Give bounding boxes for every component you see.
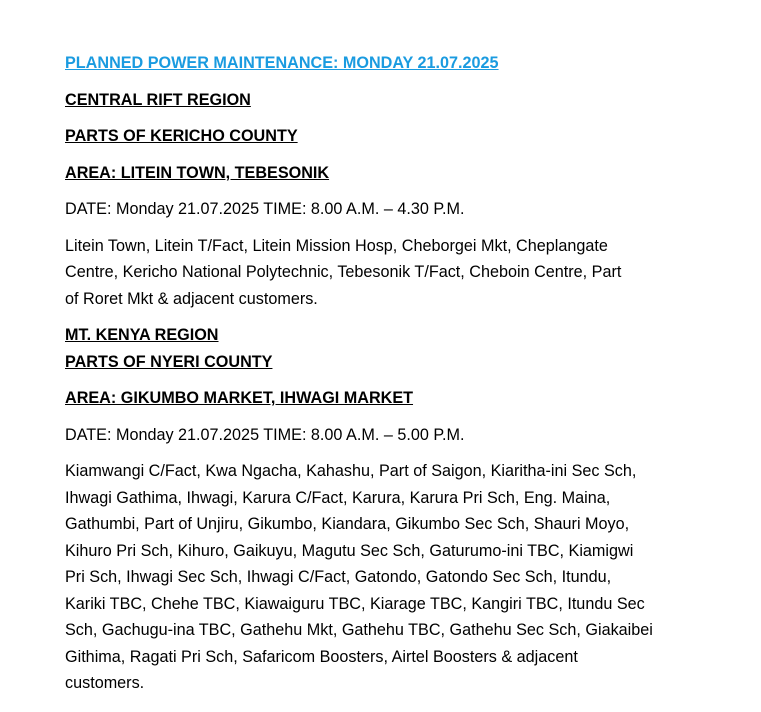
county-heading: PARTS OF KERICHO COUNTY	[65, 127, 298, 145]
maintenance-heading-link[interactable]: PLANNED POWER MAINTENANCE: MONDAY 21.07.2025	[65, 54, 499, 72]
date-time-text: DATE: Monday 21.07.2025 TIME: 8.00 A.M. – 5.00 P.M.	[65, 425, 465, 444]
affected-places-line: Gathumbi, Part of Unjiru, Gikumbo, Kiandara, Gikumbo Sec Sch, Shauri Moyo,	[65, 515, 630, 533]
area-heading: AREA: LITEIN TOWN, TEBESONIK	[65, 163, 330, 182]
affected-places-paragraph	[65, 458, 675, 697]
region-heading: MT. KENYA REGION	[65, 326, 219, 344]
affected-places-line: Litein Town, Litein T/Fact, Litein Mission Hosp, Cheborgei Mkt, Cheplangate	[65, 236, 608, 255]
county-heading: PARTS OF NYERI COUNTY	[65, 352, 273, 371]
affected-places-line: Centre, Kericho National Polytechnic, Tebesonik T/Fact, Cheboin Centre, Part	[65, 263, 622, 281]
affected-places-line: Githima, Ragati Pri Sch, Safaricom Boosters, Airtel Boosters & adjacent	[65, 647, 578, 666]
affected-places-line: Kihuro Pri Sch, Kihuro, Gaikuyu, Magutu Sec Sch, Gaturumo-ini TBC, Kiamigwi	[65, 541, 634, 560]
date-time-text: DATE: Monday 21.07.2025 TIME: 8.00 A.M. – 4.30 P.M.	[65, 200, 465, 218]
affected-places-line: Pri Sch, Ihwagi Sec Sch, Ihwagi C/Fact, Gatondo, Gatondo Sec Sch, Itundu,	[65, 568, 612, 586]
affected-places-line: Ihwagi Gathima, Ihwagi, Karura C/Fact, Karura, Karura Pri Sch, Eng. Maina,	[65, 488, 611, 507]
region-heading: CENTRAL RIFT REGION	[65, 90, 251, 109]
document-body	[65, 50, 675, 697]
area-heading: AREA: GIKUMBO MARKET, IHWAGI MARKET	[65, 389, 414, 407]
affected-places-line: Kariki TBC, Chehe TBC, Kiawaiguru TBC, Kiarage TBC, Kangiri TBC, Itundu Sec	[65, 594, 645, 613]
affected-places-line: of Roret Mkt & adjacent customers.	[65, 289, 318, 308]
affected-places-line: Kiamwangi C/Fact, Kwa Ngacha, Kahashu, Part of Saigon, Kiaritha-ini Sec Sch,	[65, 462, 637, 480]
affected-places-line: customers.	[65, 674, 145, 692]
affected-places-paragraph	[65, 233, 675, 313]
affected-places-line: Sch, Gachugu-ina TBC, Gathehu Mkt, Gathehu TBC, Gathehu Sec Sch, Giakaibei	[65, 621, 653, 639]
